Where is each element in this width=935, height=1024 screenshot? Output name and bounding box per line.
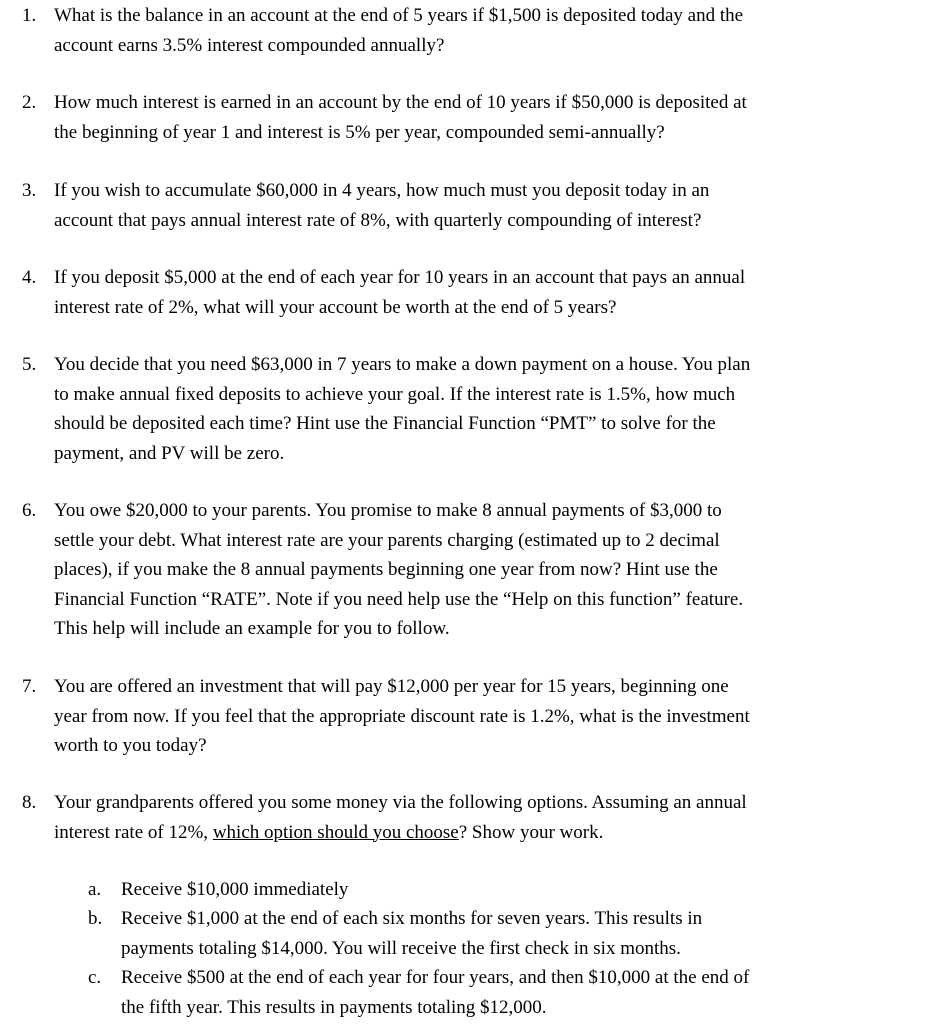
question-number: 7. xyxy=(22,676,37,697)
option-text xyxy=(121,875,881,905)
question-text xyxy=(54,263,894,322)
question-text xyxy=(54,88,894,147)
question-line: Your grandparents offered you some money via the following options. Assuming an annual xyxy=(54,792,747,813)
question-line: This help will include an example for you to follow. xyxy=(54,618,450,639)
question-text xyxy=(54,350,894,468)
question-line: the beginning of year 1 and interest is 5% per year, compounded semi-annually? xyxy=(54,121,665,143)
option-text xyxy=(121,963,881,1022)
question-line: account that pays annual interest rate of 8%, with quarterly compounding of interest? xyxy=(54,209,702,231)
option-letter: a. xyxy=(88,879,102,900)
question-line: If you wish to accumulate $60,000 in 4 years, how much must you deposit today in an xyxy=(54,180,710,201)
question-text xyxy=(54,1,894,60)
question-line: You are offered an investment that will pay $12,000 per year for 15 years, beginning one xyxy=(54,676,729,697)
option-letter: b. xyxy=(88,908,103,929)
underlined-phrase: which option should you choose xyxy=(212,821,459,843)
option-line: Receive $10,000 immediately xyxy=(121,879,349,900)
question-line: should be deposited each time? Hint use the Financial Function “PMT” to solve for the xyxy=(54,413,716,434)
question-text xyxy=(54,496,894,644)
question-line: interest rate of 2%, what will your account be worth at the end of 5 years? xyxy=(54,296,617,318)
question-line: How much interest is earned in an account by the end of 10 years if $50,000 is deposited at xyxy=(54,92,747,113)
question-text xyxy=(54,672,894,761)
question-line xyxy=(54,818,894,848)
question-line: account earns 3.5% interest compounded annually? xyxy=(54,34,445,56)
question-line: year from now. If you feel that the appropriate discount rate is 1.2%, what is the investment xyxy=(54,705,750,727)
question-number: 1. xyxy=(22,5,37,26)
question-number: 5. xyxy=(22,354,37,375)
question-number: 2. xyxy=(22,92,37,113)
question-line: If you deposit $5,000 at the end of each year for 10 years in an account that pays an annual xyxy=(54,267,746,288)
question-line: settle your debt. What interest rate are your parents charging (estimated up to 2 decimal xyxy=(54,529,720,551)
question-number: 8. xyxy=(22,792,37,813)
question-line: places), if you make the 8 annual payments beginning one year from now? Hint use the xyxy=(54,559,718,580)
option-text xyxy=(121,904,881,963)
question-text xyxy=(54,788,894,847)
question-line: worth to you today? xyxy=(54,735,207,756)
option-line: Receive $500 at the end of each year for four years, and then $10,000 at the end of xyxy=(121,967,750,988)
question-number: 6. xyxy=(22,500,37,521)
question-line-end: ? Show your work. xyxy=(458,821,604,843)
question-line: to make annual fixed deposits to achieve your goal. If the interest rate is 1.5%, how much xyxy=(54,383,736,405)
question-line: You owe $20,000 to your parents. You promise to make 8 annual payments of $3,000 to xyxy=(54,500,722,521)
option-line: the fifth year. This results in payments totaling $12,000. xyxy=(121,996,547,1018)
question-number: 4. xyxy=(22,267,37,288)
question-line: What is the balance in an account at the end of 5 years if $1,500 is deposited today and the xyxy=(54,5,744,26)
question-line: Financial Function “RATE”. Note if you need help use the “Help on this function” feature. xyxy=(54,588,744,610)
option-letter: c. xyxy=(88,967,102,988)
question-line: payment, and PV will be zero. xyxy=(54,442,285,464)
question-line: You decide that you need $63,000 in 7 years to make a down payment on a house. You plan xyxy=(54,354,751,375)
option-line: payments totaling $14,000. You will receive the first check in six months. xyxy=(121,937,681,959)
question-number: 3. xyxy=(22,180,37,201)
question-line-start: interest rate of 12%, xyxy=(54,821,213,843)
question-text xyxy=(54,176,894,235)
option-line: Receive $1,000 at the end of each six months for seven years. This results in xyxy=(121,908,703,929)
